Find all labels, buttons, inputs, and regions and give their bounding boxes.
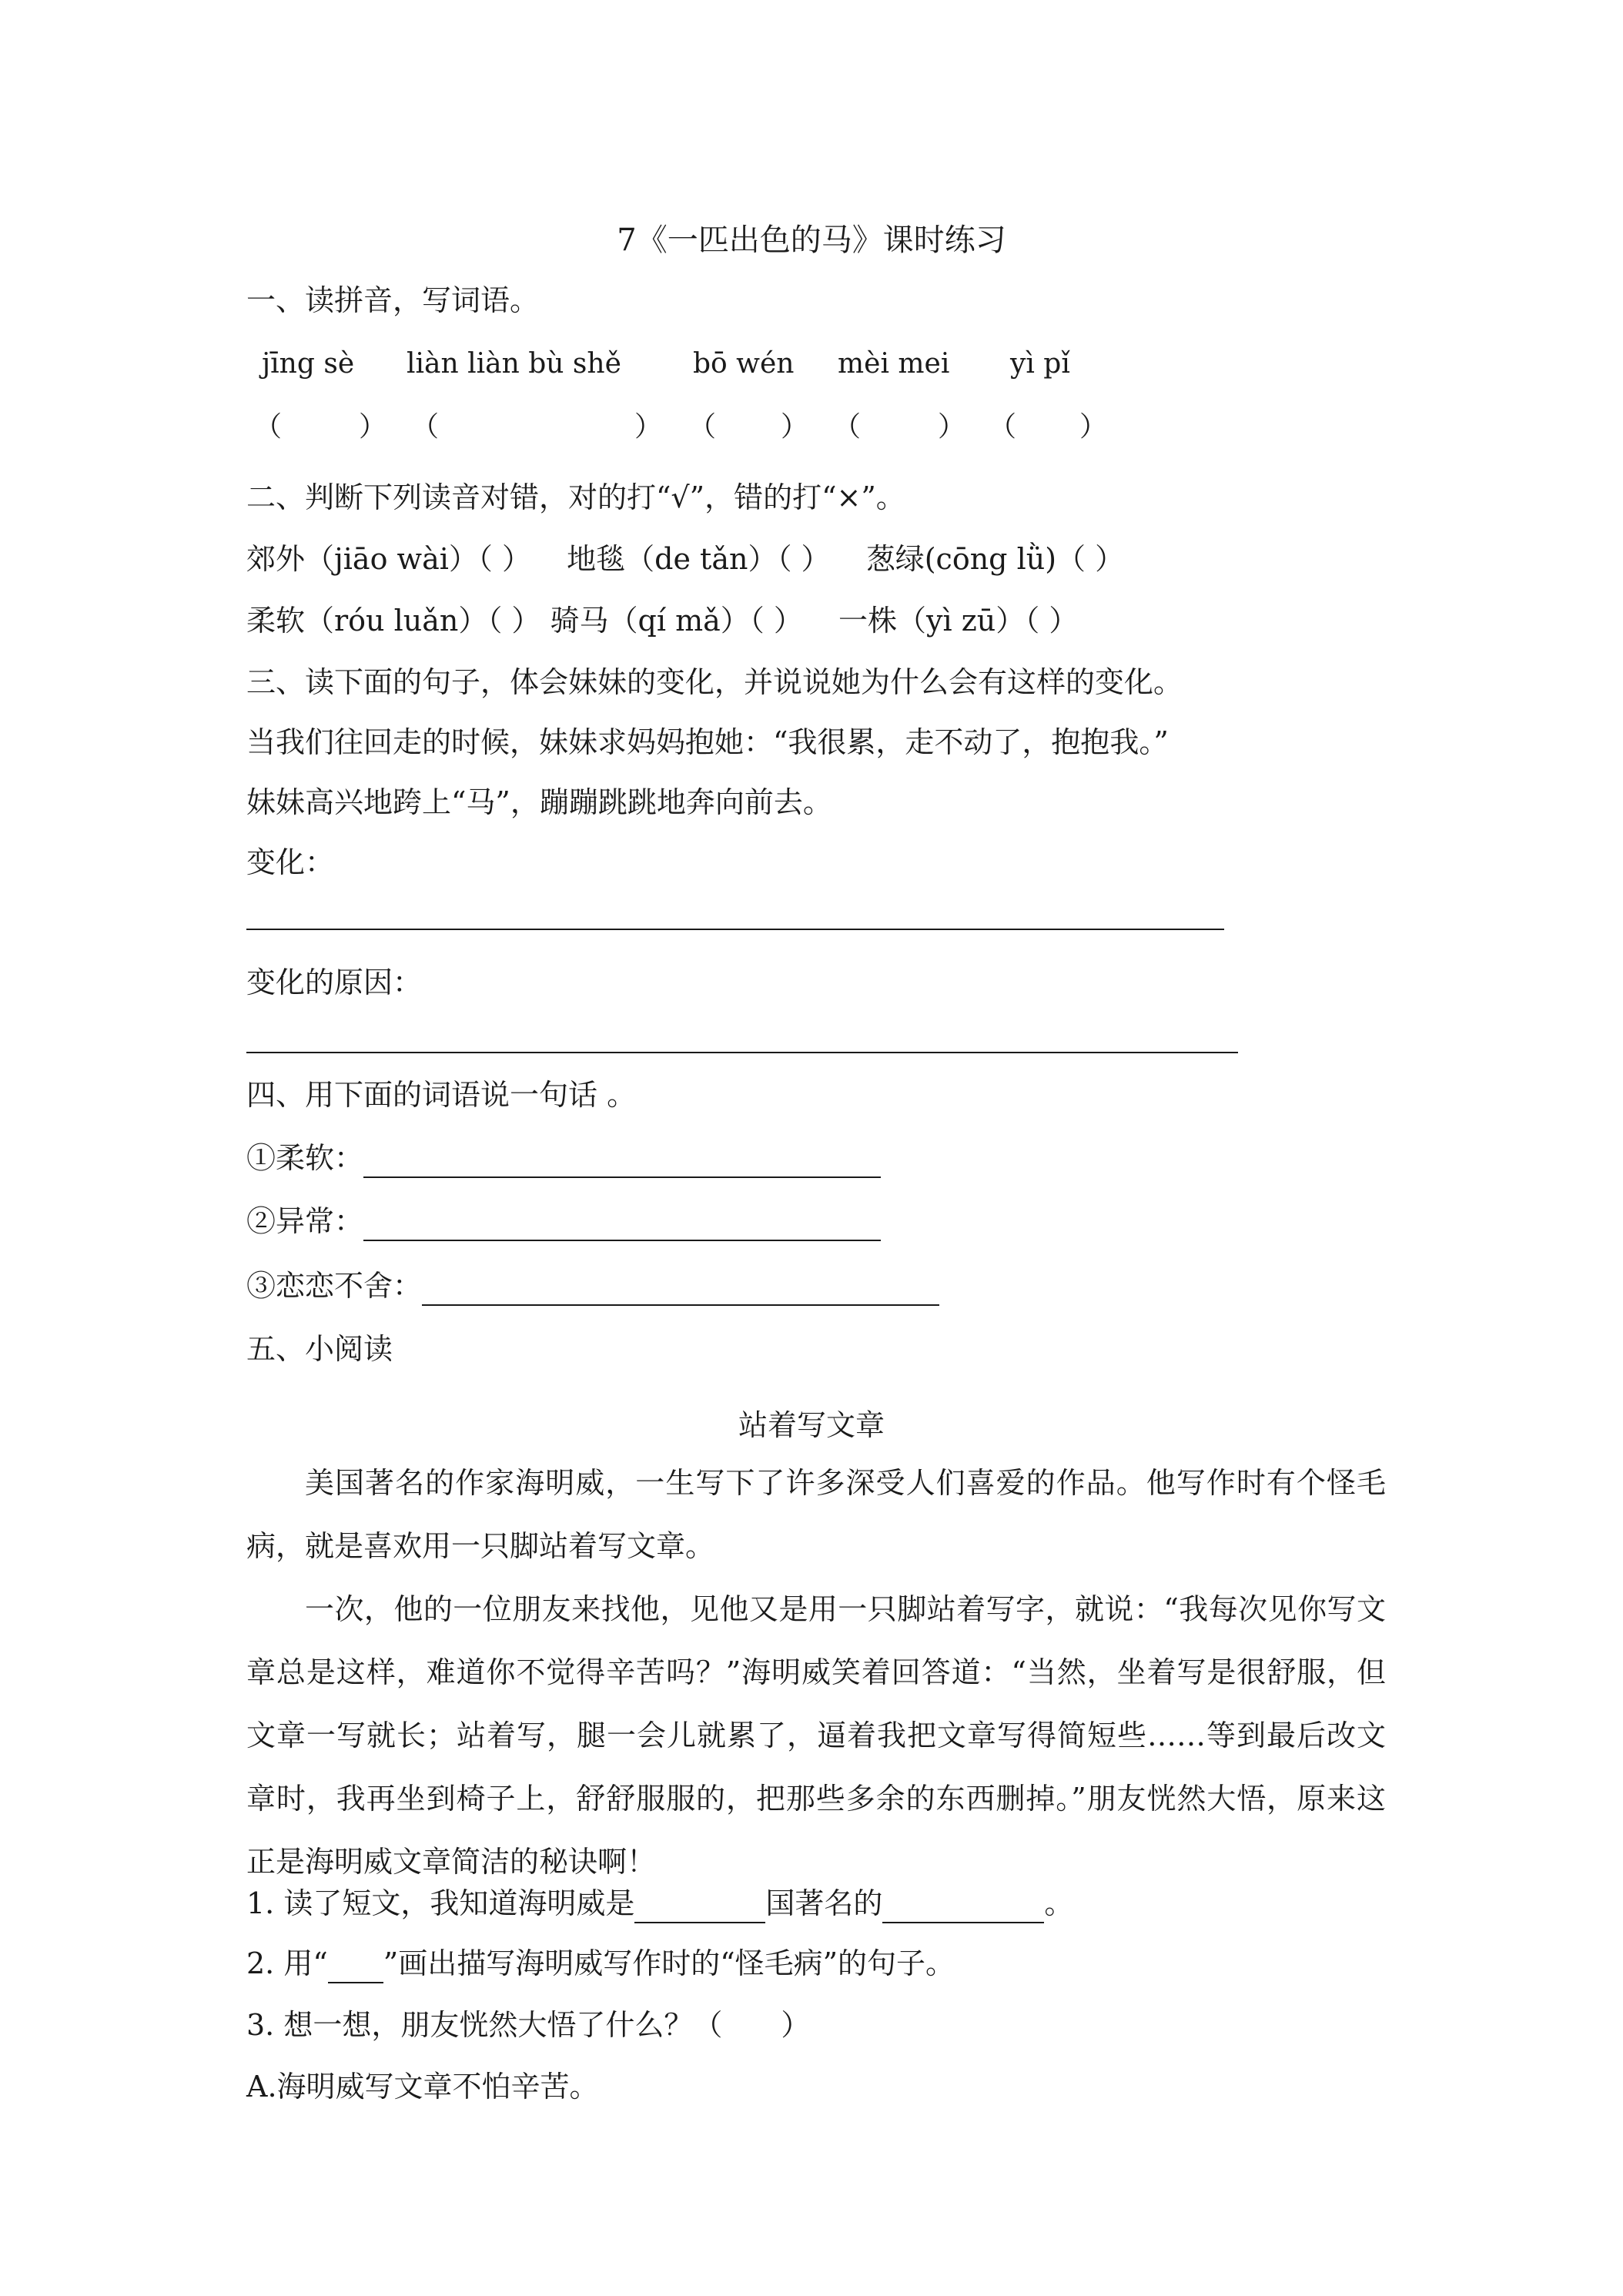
question-1-text: 1. 读了短文，我知道海明威是 <box>246 1886 635 1920</box>
item-label: ②异常： <box>246 1204 364 1238</box>
judge-item: 柔软（róu luǎn）（ ） <box>246 604 541 638</box>
answer-paren-close-2: ） <box>634 411 663 443</box>
section-2-heading: 二、判断下列读音对错，对的打“√”，错的打“×”。 <box>246 480 905 514</box>
section-1-heading: 一、读拼音，写词语。 <box>246 283 540 317</box>
sentence-item-1 <box>246 1138 881 1178</box>
change-answer-line[interactable] <box>246 929 1224 930</box>
sentence-1: 当我们往回走的时候，妹妹求妈妈抱她：“我很累，走不动了，抱抱我。” <box>246 725 1169 759</box>
option-a: A.海明威写文章不怕辛苦。 <box>246 2070 599 2104</box>
sentence-2: 妹妹高兴地跨上“马”，蹦蹦跳跳地奔向前去。 <box>246 785 832 819</box>
answer-paren-open-4: （ <box>833 411 862 443</box>
answer-blank[interactable] <box>634 1891 765 1923</box>
answer-paren-close-4: ） <box>938 411 966 443</box>
answer-blank[interactable] <box>882 1891 1044 1923</box>
judge-item: 葱绿(cōng lǜ)（ ） <box>865 542 1125 576</box>
answer-blank[interactable] <box>363 1209 881 1241</box>
sentence-item-2 <box>246 1201 881 1241</box>
change-label: 变化： <box>246 845 335 879</box>
pinyin-2: liàn liàn bù shě <box>407 348 621 380</box>
section-4-heading: 四、用下面的词语说一句话 。 <box>246 1078 637 1112</box>
worksheet-title: 7《一匹出色的马》课时练习 <box>617 223 1006 258</box>
pinyin-1: jīng sè <box>262 348 355 380</box>
answer-paren-close-1: ） <box>359 411 387 443</box>
judge-row-1 <box>246 539 1124 579</box>
story-paragraph-1: 美国著名的作家海明威，一生写下了许多深受人们喜爱的作品。他写作时有个怪毛病，就是喜欢用一只脚站着写文章。 <box>246 1466 1386 1563</box>
answer-paren-open-5: （ <box>989 411 1017 443</box>
pinyin-3: bō wén <box>693 348 795 380</box>
story-paragraph-2: 一次，他的一位朋友来找他，见他又是用一只脚站着写字，就说：“我每次见你写文章总是这样，难道你不觉得辛苦吗？”海明威笑着回答道：“当然，坐着写是很舒服，但文章一写就长；站着写，腿一会儿就累了，逼着我把文章写得简短些……等到最后改文章时，我再坐到椅子上，舒舒服服的，把那些多余的东西删掉。”朋友恍然大悟，原来这正是海明威文章简洁的秘诀啊！ <box>246 1592 1386 1879</box>
answer-paren-close-5: ） <box>1079 411 1108 443</box>
section-5-heading: 五、小阅读 <box>246 1332 393 1366</box>
question-2-text: ”画出描写海明威写作时的“怪毛病”的句子。 <box>383 1946 955 1980</box>
pinyin-4: mèi mei <box>838 348 950 380</box>
judge-item: 郊外（jiāo wài）（ ） <box>246 542 531 576</box>
question-1 <box>246 1883 1073 1923</box>
reason-answer-line[interactable] <box>246 1052 1238 1053</box>
item-label: ③恋恋不舍： <box>246 1269 423 1303</box>
pinyin-5: yì pǐ <box>1010 348 1070 380</box>
answer-paren-open-3: （ <box>688 411 717 443</box>
question-1-text: 。 <box>1044 1886 1074 1920</box>
answer-paren-open-2: （ <box>411 411 440 443</box>
answer-paren-open-1: （ <box>254 411 283 443</box>
answer-blank[interactable] <box>422 1274 939 1306</box>
judge-item: 一株（yì zū）（ ） <box>838 604 1079 638</box>
question-2-text: 2. 用“ <box>246 1946 328 1980</box>
section-3-heading: 三、读下面的句子，体会妹妹的变化，并说说她为什么会有这样的变化。 <box>246 665 1183 699</box>
answer-paren-close-3: ） <box>781 411 809 443</box>
judge-item: 地毯（de tǎn）（ ） <box>567 542 831 576</box>
sentence-item-3 <box>246 1266 939 1306</box>
reason-label: 变化的原因： <box>246 966 423 999</box>
question-2 <box>246 1943 955 1983</box>
answer-blank[interactable] <box>363 1146 881 1178</box>
story-title: 站着写文章 <box>738 1408 885 1442</box>
underline-sample <box>328 1951 383 1983</box>
judge-item: 骑马（qí mǎ）（ ） <box>550 604 803 638</box>
item-label: ①柔软： <box>246 1141 364 1175</box>
question-3: 3. 想一想，朋友恍然大悟了什么？（ ） <box>246 2008 811 2042</box>
question-1-text: 国著名的 <box>765 1886 883 1920</box>
judge-row-2 <box>246 601 1078 641</box>
